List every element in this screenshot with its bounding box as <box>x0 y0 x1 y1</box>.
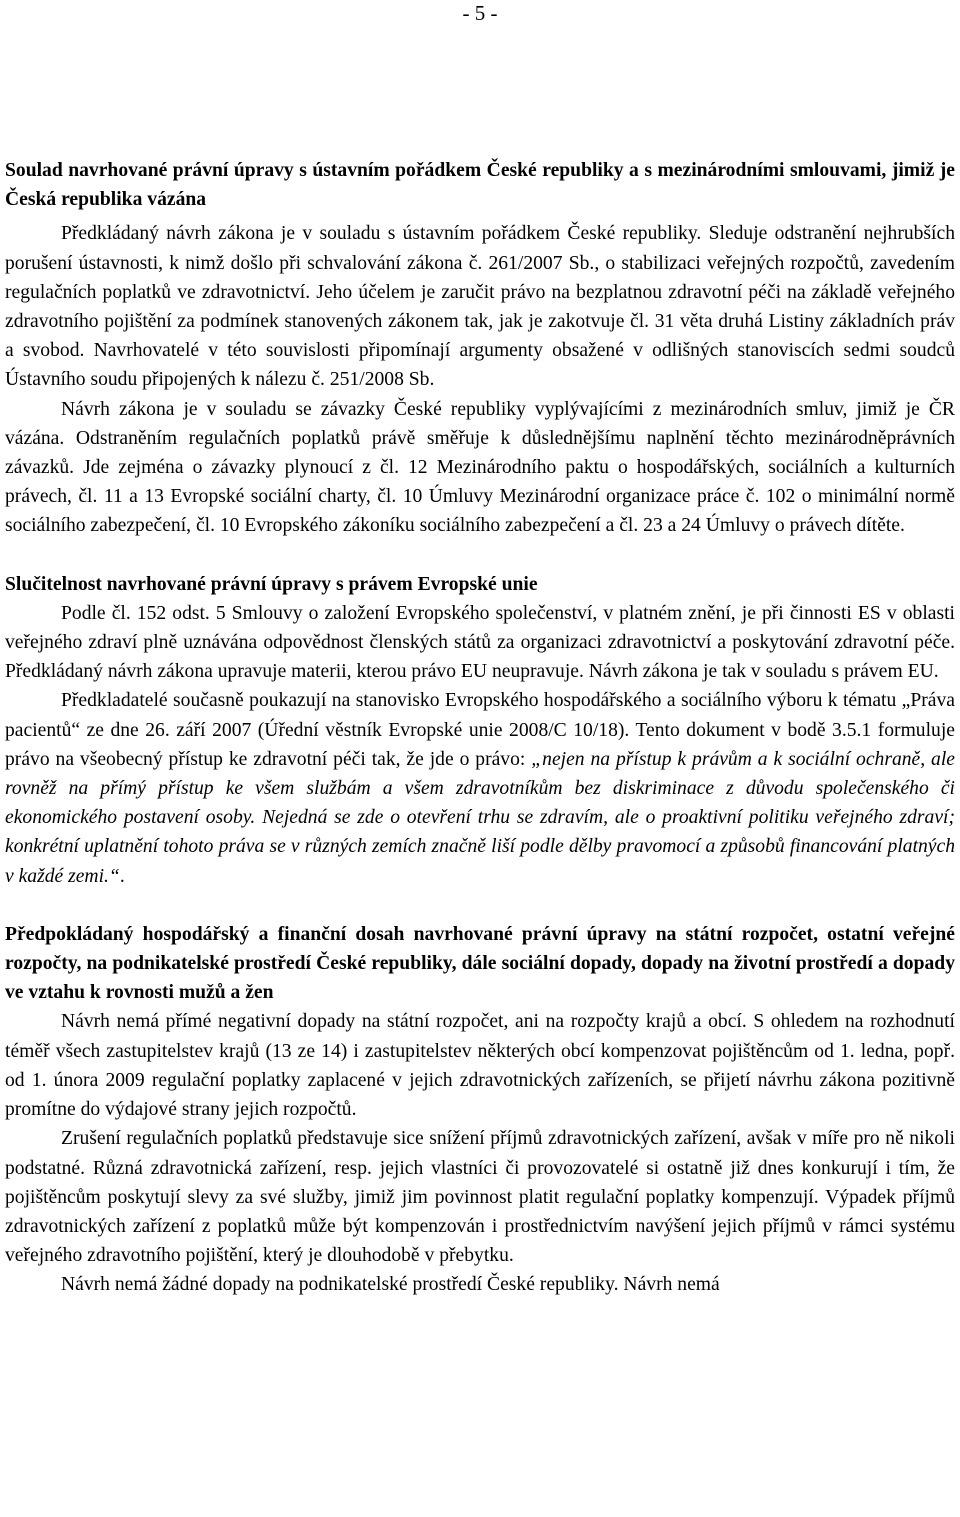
paragraph-impact-3: Návrh nemá žádné dopady na podnikatelské prostředí České republiky. Návrh nemá <box>61 1274 720 1296</box>
section-heading-eu-law: Slučitelnost navrhované právní úpravy s právem Evropské unie <box>5 573 538 595</box>
paragraph-impact-2: Zrušení regulačních poplatků představuje sice snížení příjmů zdravotnických zařízení, avšak v míře pro ně nikoli podstatné. Různá zdravotnická zařízení, resp. jejich vlastníci či provozovatelé si ostatně již dnes konkurují i tím, že pojištěncům poskytují slevy za své služby, jimiž jim povinnost platit regulační poplatky kompenzují. Výpadek příjmů zdravotnických zařízení z poplatků může být kompenzován i prostřednictvím navýšení jejich příjmů v rámci systému veřejného zdravotního pojištění, který je dlouhodobě v přebytku. <box>5 1128 955 1267</box>
paragraph-eu-2-end: . <box>119 865 125 887</box>
paragraph-eu-2-quote: „nejen na přístup k právům a k sociální ochraně, ale rovněž na přímý přístup ke všem službám a všem zdravotníkům bez diskriminace z důvodu společenského či ekonomického postavení osoby. Nejedná se zde o otevření trhu se zdravím, ale o proaktivní politiku veřejného zdraví; konkrétní uplatnění tohoto práva se v různých zemích značně liší podle dělby pravomocí a způsobů financování platných v každé zemi.“ <box>5 748 955 887</box>
paragraph-impact-1: Návrh nemá přímé negativní dopady na státní rozpočet, ani na rozpočty krajů a obcí. S ohledem na rozhodnutí téměř všech zastupitelstev krajů (13 ze 14) i zastupitelstev některých obcí kompenzovat pojištěncům od 1. ledna, popř. od 1. února 2009 regulační poplatky zaplacené v jejich zdravotnických zařízeních, se přijetí návrhu zákona pozitivně promítne do výdajové strany jejich rozpočtů. <box>5 1011 955 1121</box>
section-heading-economic-impact: Předpokládaný hospodářský a finanční dosah navrhované právní úpravy na státní rozpočet, ostatní veřejné rozpočty, na podnikatelské prostředí České republiky, dále sociální dopady, dopady na životní prostředí a dopady ve vztahu k rovnosti mužů a žen <box>5 923 955 1004</box>
paragraph-eu-2 <box>5 686 955 890</box>
paragraph-constitutional-2: Návrh zákona je v souladu se závazky České republiky vyplývajícími z mezinárodních smluv, jimiž je ČR vázána. Odstraněním regulačních poplatků právě směřuje k důslednějšímu naplnění těchto mezinárodněprávních závazků. Jde zejména o závazky plynoucí z čl. 12 Mezinárodního paktu o hospodářských, sociálních a kulturních právech, čl. 11 a 13 Evropské sociální charty, čl. 10 Úmluvy Mezinárodní organizace práce č. 102 o minimální normě sociálního zabezpečení, čl. 10 Evropského zákoníku sociálního zabezpečení a čl. 23 a 24 Úmluvy o právech dítěte. <box>5 398 955 537</box>
paragraph-eu-2-text: Předkladatelé současně poukazují na stanovisko Evropského hospodářského a sociálního výboru k tématu „Práva pacientů“ ze dne 26. září 2007 (Úřední věstník Evropské unie 2008/C 10/18). Tento dokument v bodě 3.5.1 formuluje právo na všeobecný přístup ke zdravotní péči tak, že jde o právo: <box>5 690 955 770</box>
paragraph-constitutional-1: Předkládaný návrh zákona je v souladu s ústavním pořádkem České republiky. Sleduje odstranění nejhrubších porušení ústavnosti, k nimž došlo při schvalování zákona č. 261/2007 Sb., o stabilizaci veřejných rozpočtů, zavedením regulačních poplatků ve zdravotnictví. Jeho účelem je zaručit právo na bezplatnou zdravotní péči na základě veřejného zdravotního pojištění za podmínek stanovených zákonem tak, jak je zakotvuje čl. 31 věta druhá Listiny základních práv a svobod. Navrhovatelé v této souvislosti připomínají argumenty obsažené v odlišných stanoviscích sedmi soudců Ústavního soudu připojených k nálezu č. 251/2008 Sb. <box>5 223 955 391</box>
section-heading-constitutional: Soulad navrhované právní úpravy s ústavním pořádkem České republiky a s mezinárodními smlouvami, jimiž je Česká republika vázána <box>5 160 955 211</box>
page-number: - 5 - <box>462 1 498 25</box>
document-body <box>5 156 955 1300</box>
paragraph-eu-1: Podle čl. 152 odst. 5 Smlouvy o založení Evropského společenství, v platném znění, je při činnosti ES v oblasti veřejného zdraví plně uznávána odpovědnost členských států za organizaci zdravotnictví a poskytování zdravotní péče. Předkládaný návrh zákona upravuje materii, kterou právo EU neupravuje. Návrh zákona je tak v souladu s právem EU. <box>5 602 955 683</box>
